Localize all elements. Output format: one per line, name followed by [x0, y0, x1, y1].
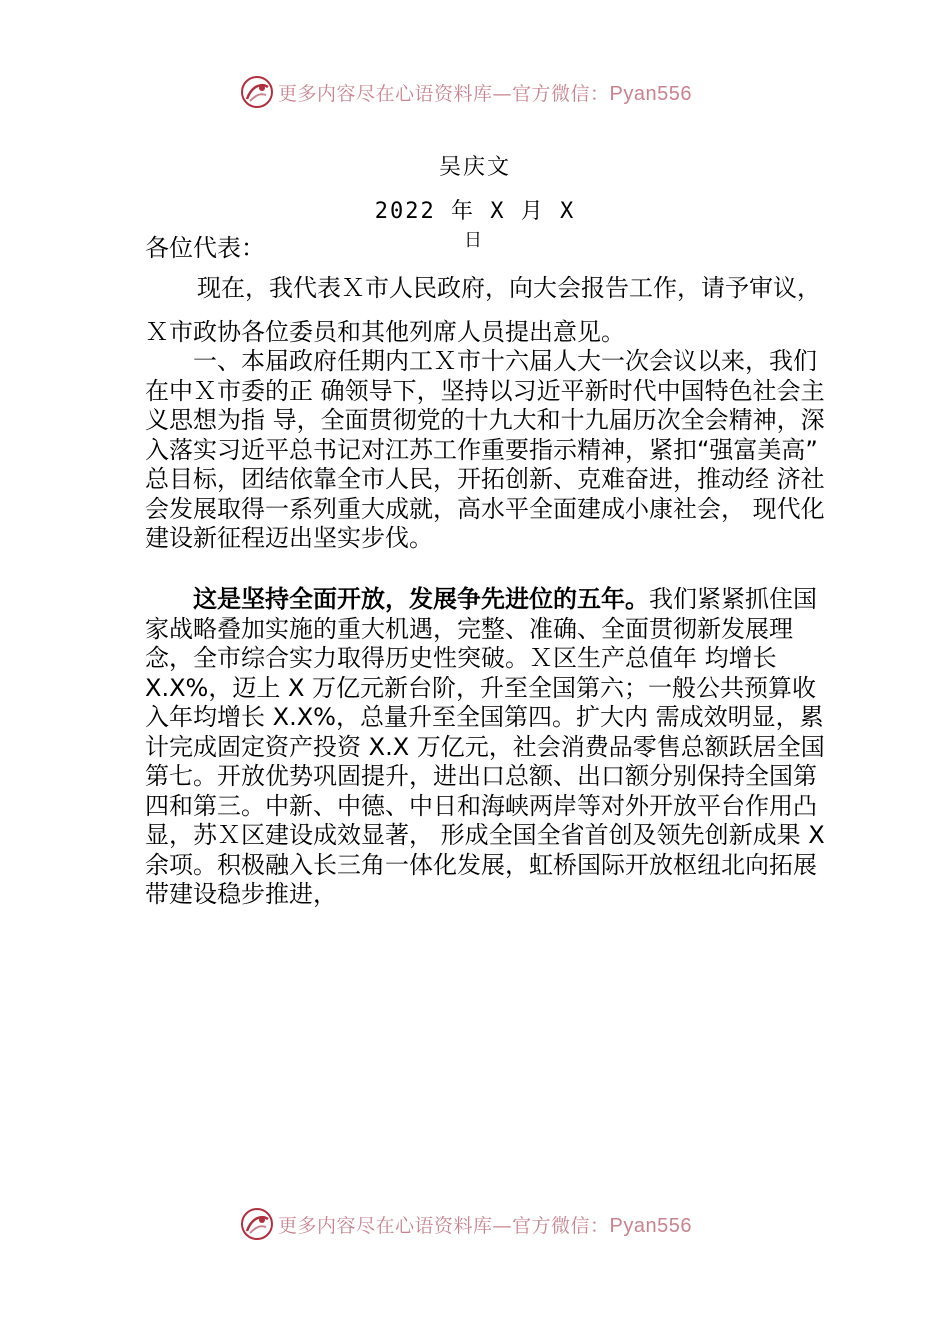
report-date: 2022 年 X 月 X	[374, 199, 576, 224]
watermark-header	[240, 72, 692, 112]
section-two-lead: 这是坚持全面开放，发展争先进位的五年。	[193, 584, 649, 613]
watermark-text: 更多内容尽在心语资料库—官方微信：Pyan556	[278, 1214, 692, 1237]
watermark-footer	[240, 1204, 692, 1244]
watermark-logo-icon	[240, 75, 274, 109]
author-name: 吴庆文	[438, 155, 511, 180]
watermark-wechat-id: Pyan556	[609, 1214, 692, 1237]
section-one-paragraph: 一、本届政府任期内工Ｘ市十六届人大一次会议以来，我们在中Ｘ市委的正 确领导下，坚持以习近平新时代中国特色社会主义思想为指 导，全面贯彻党的十九大和十九届历次全会精神，深入落实习近平总书记对江苏工作重要指示精神，紧扣“强富美高” 总目标，团结依靠全市人民，开拓创新、克难奋进，推动经 济社会发展取得一系列重大成就，高水平全面建成小康社会， 现代化建设新征程迈出坚实步伐。	[145, 347, 825, 552]
intro-paragraph: 现在，我代表Ｘ市人民政府，向大会报告工作，请予审议，Ｘ市政协各位委员和其他列席人员提出意见。	[145, 274, 821, 346]
watermark-logo-icon	[240, 1207, 274, 1241]
watermark-text: 更多内容尽在心语资料库—官方微信：Pyan556	[278, 82, 692, 105]
section-two-body: 我们紧紧抓住国家战略叠加实施的重大机遇，完整、准确、全面贯彻新发展理念，全市综合实力取得历史性突破。Ｘ区生产总值年 均增长 X.X%，迈上 X 万亿元新台阶，升至全国第六；一般公共预算收入年均增长 X.X%，总量升至全国第四。扩大内 需成效明显，累计完成固定资产投资 X.X 万亿元，社会消费品零售总额跃居全国第七。开放优势巩固提升，进出口总额、出口额分别保持全国第四和第三。中新、中德、中日和海峡两岸等对外开放平台作用凸显，苏Ｘ区建设成效显著， 形成全国全省首创及领先创新成果 X 余项。积极融入长三角一体化发展，虹桥国际开放枢纽北向拓展带建设稳步推进，	[145, 585, 825, 908]
section-two-paragraph	[145, 584, 835, 910]
report-date-day: 日	[464, 230, 482, 251]
salutation: 各位代表：	[145, 234, 265, 262]
watermark-wechat-id: Pyan556	[609, 82, 692, 105]
